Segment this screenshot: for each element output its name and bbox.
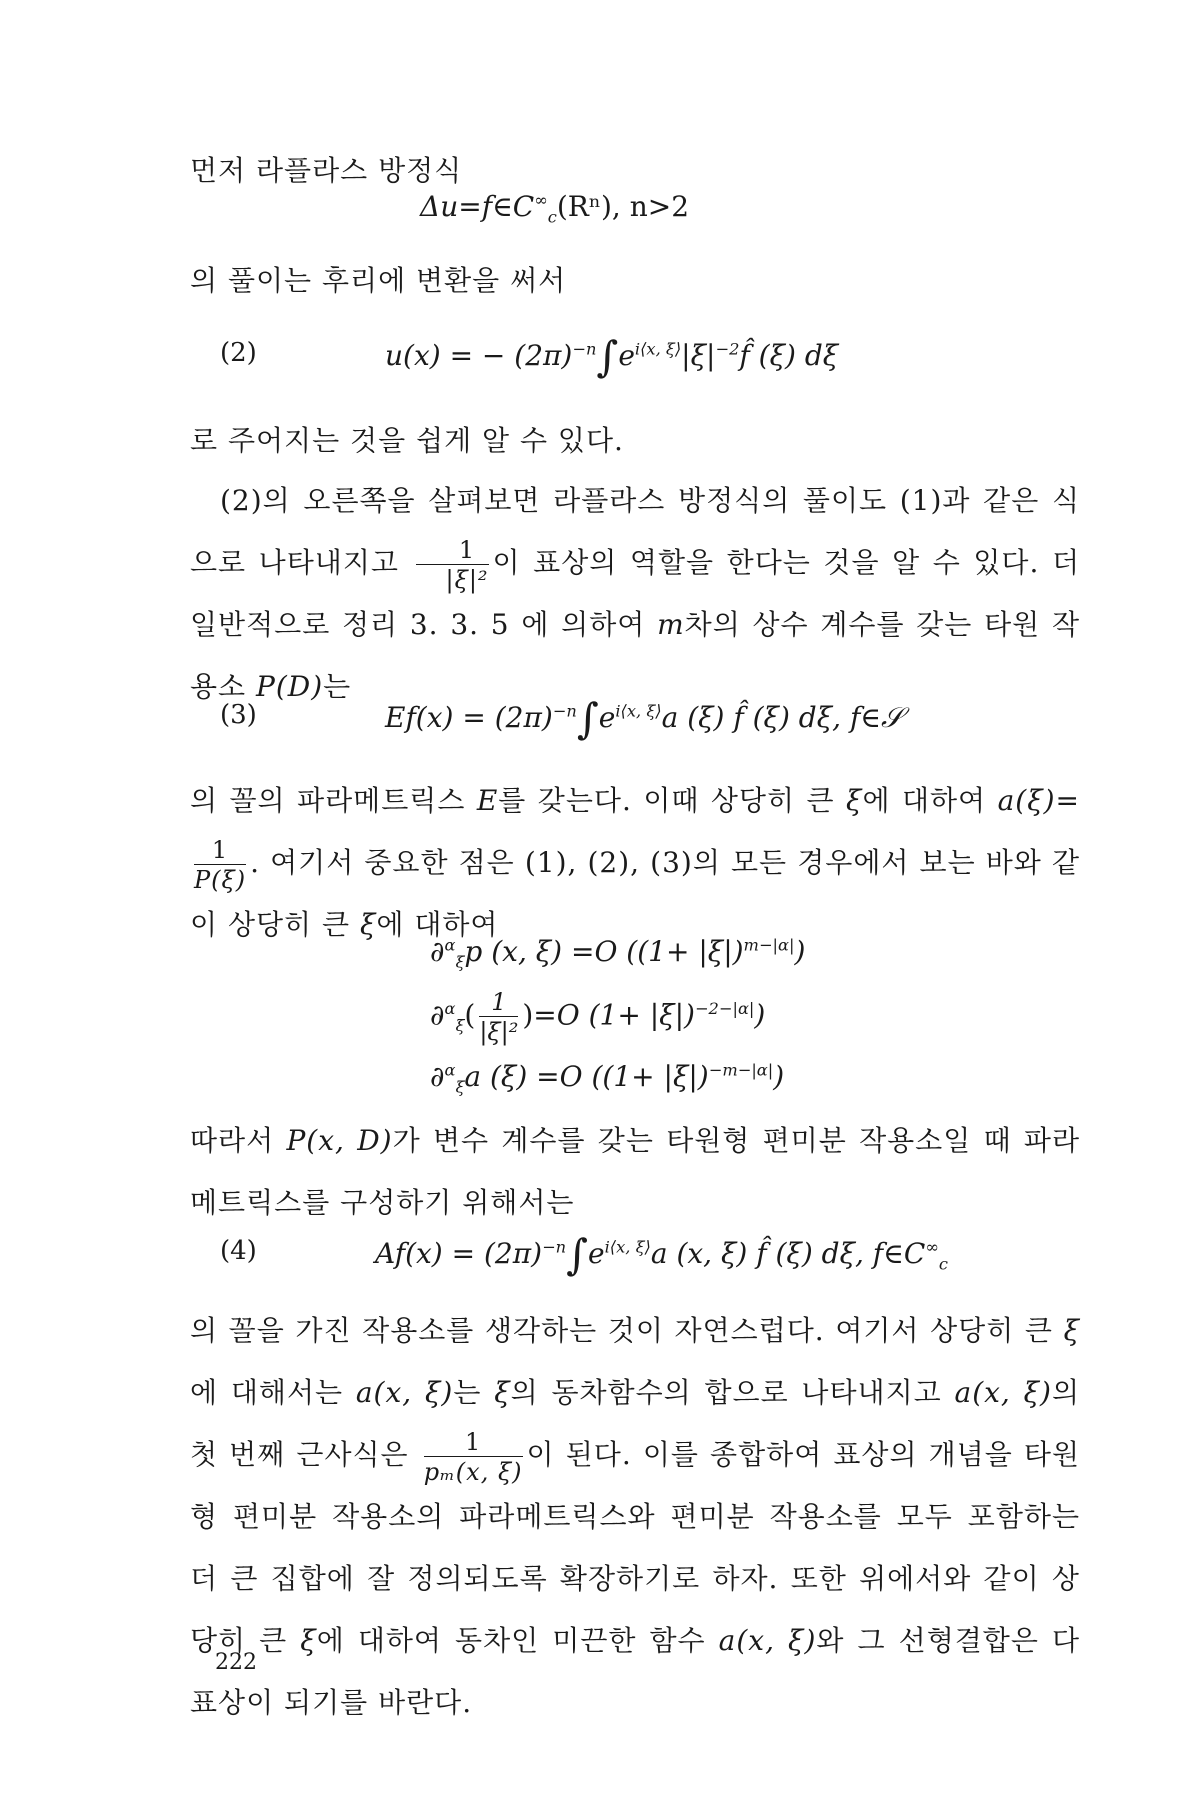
eq-text: a (ξ) =O ((1+ |ξ|) [464, 1060, 709, 1093]
fraction-numerator: 1 [416, 538, 489, 565]
eq-text: ∂ [430, 935, 445, 968]
text-span: 이 된다. 이를 종합하여 표상의 개념을 타원형 편미분 작용소의 파라메트릭스와 편미분 작용소를 모두 포함하는 더 큰 집합에 잘 정의되도록 확장하기로 하자. 또한 위에서와 같이 상당히 큰 [190, 1438, 1081, 1657]
eq-sup: i⟨x, ξ⟩ [634, 339, 682, 359]
eq-sub: c [938, 1254, 948, 1274]
equation-2 [385, 332, 838, 381]
eq-sup: ∞ [925, 1237, 939, 1257]
fraction-denominator: |ξ|² [479, 1018, 519, 1046]
equation-number-2: (2) [220, 338, 257, 368]
eq-text: e [598, 701, 616, 734]
equation-number-4: (4) [220, 1236, 257, 1266]
eq-text: |ξ| [681, 339, 716, 372]
fraction-denominator: P(ξ) [194, 865, 247, 894]
paragraph-6 [190, 1110, 1080, 1234]
integral-sign: ∫ [576, 694, 599, 743]
fraction-numerator: 1 [424, 1430, 523, 1457]
math-var: a(x, ξ) [355, 1376, 454, 1409]
fraction-3 [479, 990, 518, 1044]
math-var: P(x, D) [286, 1124, 393, 1157]
eq-text: =O (1+ |ξ|) [533, 998, 695, 1032]
text-span: 는 [453, 1376, 482, 1409]
estimate-2 [430, 990, 765, 1044]
text-span: 의 첫 번째 근사식은 [190, 1376, 1081, 1471]
eq-text: a (x, ξ) f̂ (ξ) dξ, f∈C [650, 1237, 926, 1270]
text-span: 따라서 [190, 1124, 275, 1157]
text-span: 의 동차함수의 합으로 나타내지고 [510, 1376, 942, 1409]
math-var: P(D) [256, 670, 324, 703]
eq-text: e [618, 339, 635, 372]
eq-text: e [588, 1237, 605, 1270]
equation-4 [375, 1230, 948, 1279]
paragraph-7 [190, 1300, 1080, 1734]
paren: ( [464, 998, 476, 1032]
eq-sup: −n [542, 1237, 567, 1257]
eq-sub: c [547, 207, 557, 227]
eq-sup: ∞ [534, 190, 548, 210]
fraction-numerator: 1 [479, 990, 518, 1017]
eq-sup: −2 [715, 339, 740, 359]
text-span: 의 풀이는 후리에 변환을 써서 [190, 264, 567, 297]
fraction-numerator: 1 [194, 838, 246, 865]
estimate-1 [430, 935, 805, 972]
paragraph-2 [190, 250, 1080, 312]
equation-number-3: (3) [220, 700, 257, 730]
fraction-denominator: pₘ(x, ξ) [423, 1457, 523, 1486]
eq-text: ) [794, 935, 806, 968]
text-span: 로 주어지는 것을 쉽게 알 수 있다. [190, 424, 624, 457]
fraction-2 [194, 835, 247, 894]
eq-text: u(x) = − (2π) [385, 339, 573, 372]
eq-sub: ξ [455, 1016, 465, 1036]
math-var: ξ [300, 1624, 317, 1657]
text-span: 에 대해서는 [190, 1376, 344, 1409]
eq-text: ) [754, 998, 766, 1032]
paragraph-3 [190, 410, 1080, 472]
equation-3 [385, 694, 903, 743]
math-var: m [657, 608, 685, 641]
text-span: 차의 상수 계수를 갖는 타원 작용소 [190, 608, 1080, 703]
eq-sup: α [444, 999, 456, 1019]
text-span: 이 표상의 역할을 한다는 것을 알 수 있다. 더 일반적으로 정리 3. 3. 5 에 의하여 [190, 546, 1080, 641]
eq-text: p (x, ξ) =O ((1+ |ξ|) [464, 935, 744, 968]
eq-sup: −n [552, 701, 577, 721]
text-span: 에 대하여 동차인 미끈한 함수 [316, 1624, 706, 1657]
paren: ) [522, 998, 534, 1032]
eq-sup: m−|α| [743, 935, 795, 955]
eq-text: Ef(x) = (2π) [385, 701, 553, 734]
math-var: a(x, ξ) [718, 1624, 817, 1657]
integral-sign: ∫ [566, 1230, 589, 1279]
eq-sup: i⟨x, ξ⟩ [604, 1237, 651, 1257]
eq-sup: −n [572, 339, 597, 359]
text-span: 가 변수 계수를 갖는 타원형 편미분 작용소일 때 파라메트릭스를 구성하기 위해서는 [190, 1124, 1081, 1219]
math-var: a(x, ξ) [954, 1376, 1052, 1409]
text-span: . 여기서 중요한 점은 (1), (2), (3)의 모든 경우에서 보는 바와 같이 상당히 큰 [190, 846, 1080, 941]
eq-sup: α [444, 935, 456, 955]
math-var: a(ξ)= [997, 784, 1081, 817]
math-var: E [476, 784, 499, 817]
eq-text: ∂ [430, 998, 445, 1032]
text-span: 의 꼴의 파라메트릭스 [190, 784, 466, 817]
fraction-4 [423, 1427, 523, 1486]
eq-text: Af(x) = (2π) [375, 1237, 543, 1270]
eq-sup: −m−|α| [708, 1060, 774, 1080]
eq-text: (Rⁿ), n>2 [556, 190, 690, 223]
eq-sub: ξ [455, 1077, 465, 1097]
text-span: 에 대하여 [862, 784, 987, 817]
math-var: ξ [359, 908, 377, 941]
eq-sup: α [444, 1060, 456, 1080]
math-var: ξ [494, 1376, 511, 1409]
text-span: 와 그 선형결합은 다 표상이 되기를 바란다. [190, 1624, 1081, 1719]
eq-text: a (ξ) f̂ (ξ) dξ, f∈𝒮 [661, 701, 903, 734]
fraction-denominator: |ξ|² [445, 565, 489, 594]
eq-text: f̂ (ξ) dξ [739, 339, 839, 372]
integral-sign: ∫ [596, 332, 619, 381]
text-span: 에 대하여 [376, 908, 499, 941]
eq-text: ) [773, 1060, 785, 1093]
equation-laplace [420, 190, 689, 227]
math-var: ξ [846, 784, 863, 817]
eq-text: Δu=f∈C [420, 190, 535, 223]
text-span: 는 [323, 670, 352, 703]
eq-sup: −2−|α| [694, 999, 755, 1019]
fraction-1 [416, 535, 489, 594]
paragraph-4 [190, 470, 1080, 718]
page-number: 222 [215, 1650, 257, 1675]
eq-text: ∂ [430, 1060, 445, 1093]
text-span: 를 갖는다. 이때 상당히 큰 [498, 784, 835, 817]
text-span: 먼저 라플라스 방정식 [190, 154, 463, 187]
math-var: ξ [1063, 1314, 1080, 1347]
eq-sup: i⟨x, ξ⟩ [615, 701, 662, 721]
estimate-3 [430, 1060, 784, 1097]
text-span: 의 꼴을 가진 작용소를 생각하는 것이 자연스럽다. 여기서 상당히 큰 [190, 1314, 1053, 1347]
paragraph-5 [190, 770, 1080, 956]
text-span: (2)의 오른쪽을 살펴보면 라플라스 방정식의 풀이도 (1)과 같은 식으로 나타내지고 [190, 484, 1080, 579]
eq-sub: ξ [455, 952, 465, 972]
